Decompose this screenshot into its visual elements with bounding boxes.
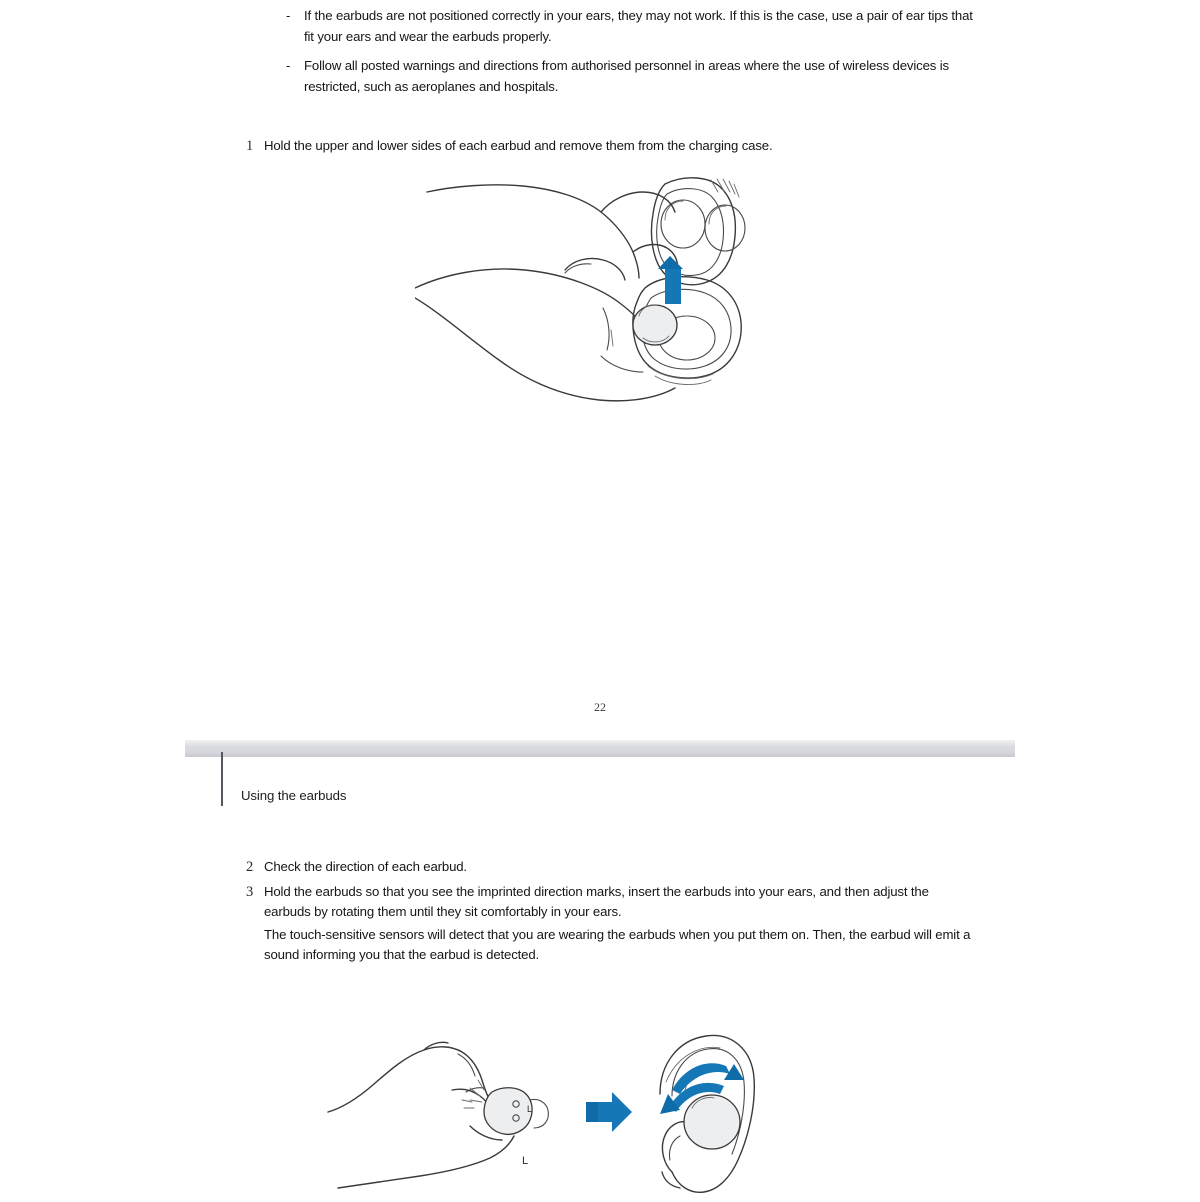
list-item <box>286 56 976 97</box>
step-body <box>264 882 976 966</box>
hand <box>415 185 678 401</box>
warning-bullet-list <box>286 6 976 106</box>
right-arrow-icon <box>586 1092 632 1132</box>
list-item <box>286 6 976 47</box>
step-number: 3 <box>246 883 254 900</box>
step-text: Hold the earbuds so that you see the imprinted direction marks, insert the earbuds into your ears, and then adjust the earbuds by rotating them until they sit comfortably in your ears. <box>264 883 929 919</box>
earbud-imprint-label: L <box>527 1104 533 1114</box>
ear-with-earbud <box>660 1035 754 1192</box>
bullet-marker: - <box>286 58 291 73</box>
page-header-band <box>185 740 1015 757</box>
step-number: 2 <box>246 859 254 875</box>
step-text: Check the direction of each earbud. <box>264 859 467 874</box>
list-item <box>246 882 976 966</box>
bullet-text: Follow all posted warnings and directions from authorised personnel in areas where the use of wireless devices is restricted, such as aeroplanes and hospitals. <box>304 58 949 94</box>
bullet-text: If the earbuds are not positioned correctly in your ears, they may not work. If this is the case, use a pair of ear tips that fit your ears and wear the earbuds properly. <box>304 8 973 44</box>
list-item <box>246 857 976 878</box>
step-number: 1 <box>246 138 254 154</box>
page-title: Using the earbuds <box>241 788 347 803</box>
list-item <box>246 136 976 157</box>
earbud <box>633 305 677 345</box>
step-continuation-text: The touch-sensitive sensors will detect that you are wearing the earbuds when you put them on. Then, the earbud will emit a sound informing you that the earbud is detected. <box>264 926 971 962</box>
step-text: Hold the upper and lower sides of each earbud and remove them from the charging case. <box>264 138 773 153</box>
earbud-side-label: L <box>521 1155 529 1167</box>
header-vertical-rule <box>221 752 223 806</box>
bullet-marker: - <box>286 8 291 23</box>
page-number: 22 <box>594 700 606 714</box>
inserting-earbud-illustration <box>320 1030 760 1202</box>
step-list-page-two <box>246 857 976 970</box>
step-list-page-one <box>246 136 976 157</box>
hand-removing-earbud-illustration <box>415 170 785 435</box>
